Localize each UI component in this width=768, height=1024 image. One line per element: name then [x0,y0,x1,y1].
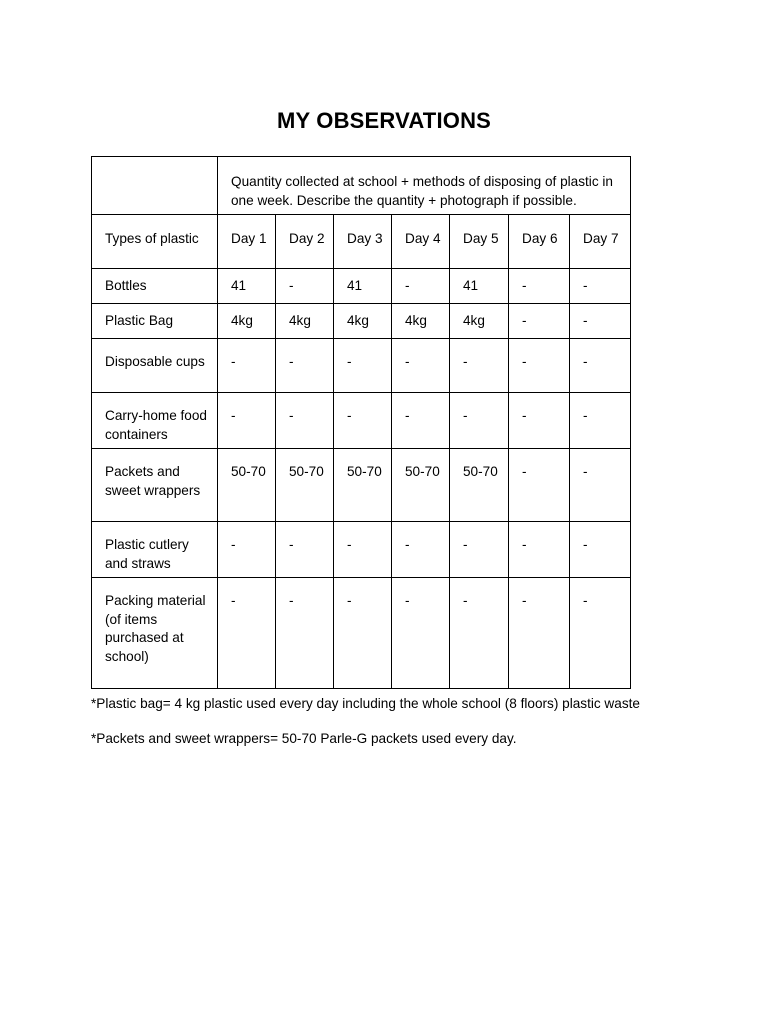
day-header-1: Day 1 [218,215,276,269]
row-label: Carry-home food containers [92,393,218,449]
day-header-3: Day 3 [334,215,392,269]
table-cell: - [509,522,570,578]
footnote-plastic-bag: *Plastic bag= 4 kg plastic used every day including the whole school (8 floors) plastic waste [91,696,640,711]
table-row [92,578,631,689]
table-row [92,304,631,339]
table-cell: 41 [218,269,276,304]
footnote-packets: *Packets and sweet wrappers= 50-70 Parle-G packets used every day. [91,731,517,746]
table-cell: 50-70 [392,449,450,522]
table-cell: - [276,339,334,393]
table-cell: - [218,522,276,578]
day-header-6: Day 6 [509,215,570,269]
row-label: Bottles [92,269,218,304]
table-row [92,339,631,393]
table-cell: 41 [334,269,392,304]
observations-table [91,156,631,689]
table-cell: 4kg [218,304,276,339]
table-row [92,269,631,304]
day-header-4: Day 4 [392,215,450,269]
page-title: MY OBSERVATIONS [276,108,492,133]
row-label: Plastic Bag [92,304,218,339]
table-cell: - [276,393,334,449]
table-body [92,157,631,689]
table-cell: - [450,393,509,449]
table-cell: - [218,393,276,449]
table-cell: - [570,449,631,522]
table-cell: - [392,339,450,393]
table-cell: - [570,269,631,304]
table-cell: - [392,269,450,304]
table-cell: - [509,578,570,689]
table-cell: 4kg [450,304,509,339]
table-cell: - [218,578,276,689]
table-cell: - [276,269,334,304]
table-cell: - [334,578,392,689]
table-row [92,522,631,578]
table-cell: 4kg [276,304,334,339]
table-cell: 50-70 [218,449,276,522]
column-header-row [92,215,631,269]
table-cell: - [450,522,509,578]
row-label: Packets and sweet wrappers [92,449,218,522]
table-cell: - [392,578,450,689]
day-header-5: Day 5 [450,215,509,269]
day-header-2: Day 2 [276,215,334,269]
table-cell: - [509,339,570,393]
day-header-7: Day 7 [570,215,631,269]
table-cell: - [509,269,570,304]
table-cell: - [509,304,570,339]
table-cell: - [392,522,450,578]
table-cell: 41 [450,269,509,304]
table-cell: - [509,393,570,449]
table-cell: - [509,449,570,522]
table-cell: 50-70 [334,449,392,522]
table-cell: - [570,304,631,339]
table-cell: - [392,393,450,449]
table-cell: - [450,578,509,689]
table-cell: - [276,578,334,689]
table-cell: - [276,522,334,578]
table-cell: - [570,339,631,393]
table-cell: - [450,339,509,393]
table-cell: 50-70 [450,449,509,522]
table-cell: - [334,339,392,393]
table-cell: - [570,393,631,449]
table-cell: 50-70 [276,449,334,522]
table-cell: 4kg [334,304,392,339]
table-row [92,393,631,449]
merged-header-cell: Quantity collected at school + methods of disposing of plastic in one week. Describe the quantity + photograph if possible. [218,157,631,215]
table-row [92,449,631,522]
table-cell: 4kg [392,304,450,339]
table-cell: - [334,522,392,578]
empty-corner-cell [92,157,218,215]
table-cell: - [334,393,392,449]
table-cell: - [570,522,631,578]
types-of-plastic-header: Types of plastic [92,215,218,269]
row-label: Packing material (of items purchased at school) [92,578,218,689]
merged-header-row [92,157,631,215]
table-cell: - [218,339,276,393]
table-cell: - [570,578,631,689]
row-label: Disposable cups [92,339,218,393]
row-label: Plastic cutlery and straws [92,522,218,578]
